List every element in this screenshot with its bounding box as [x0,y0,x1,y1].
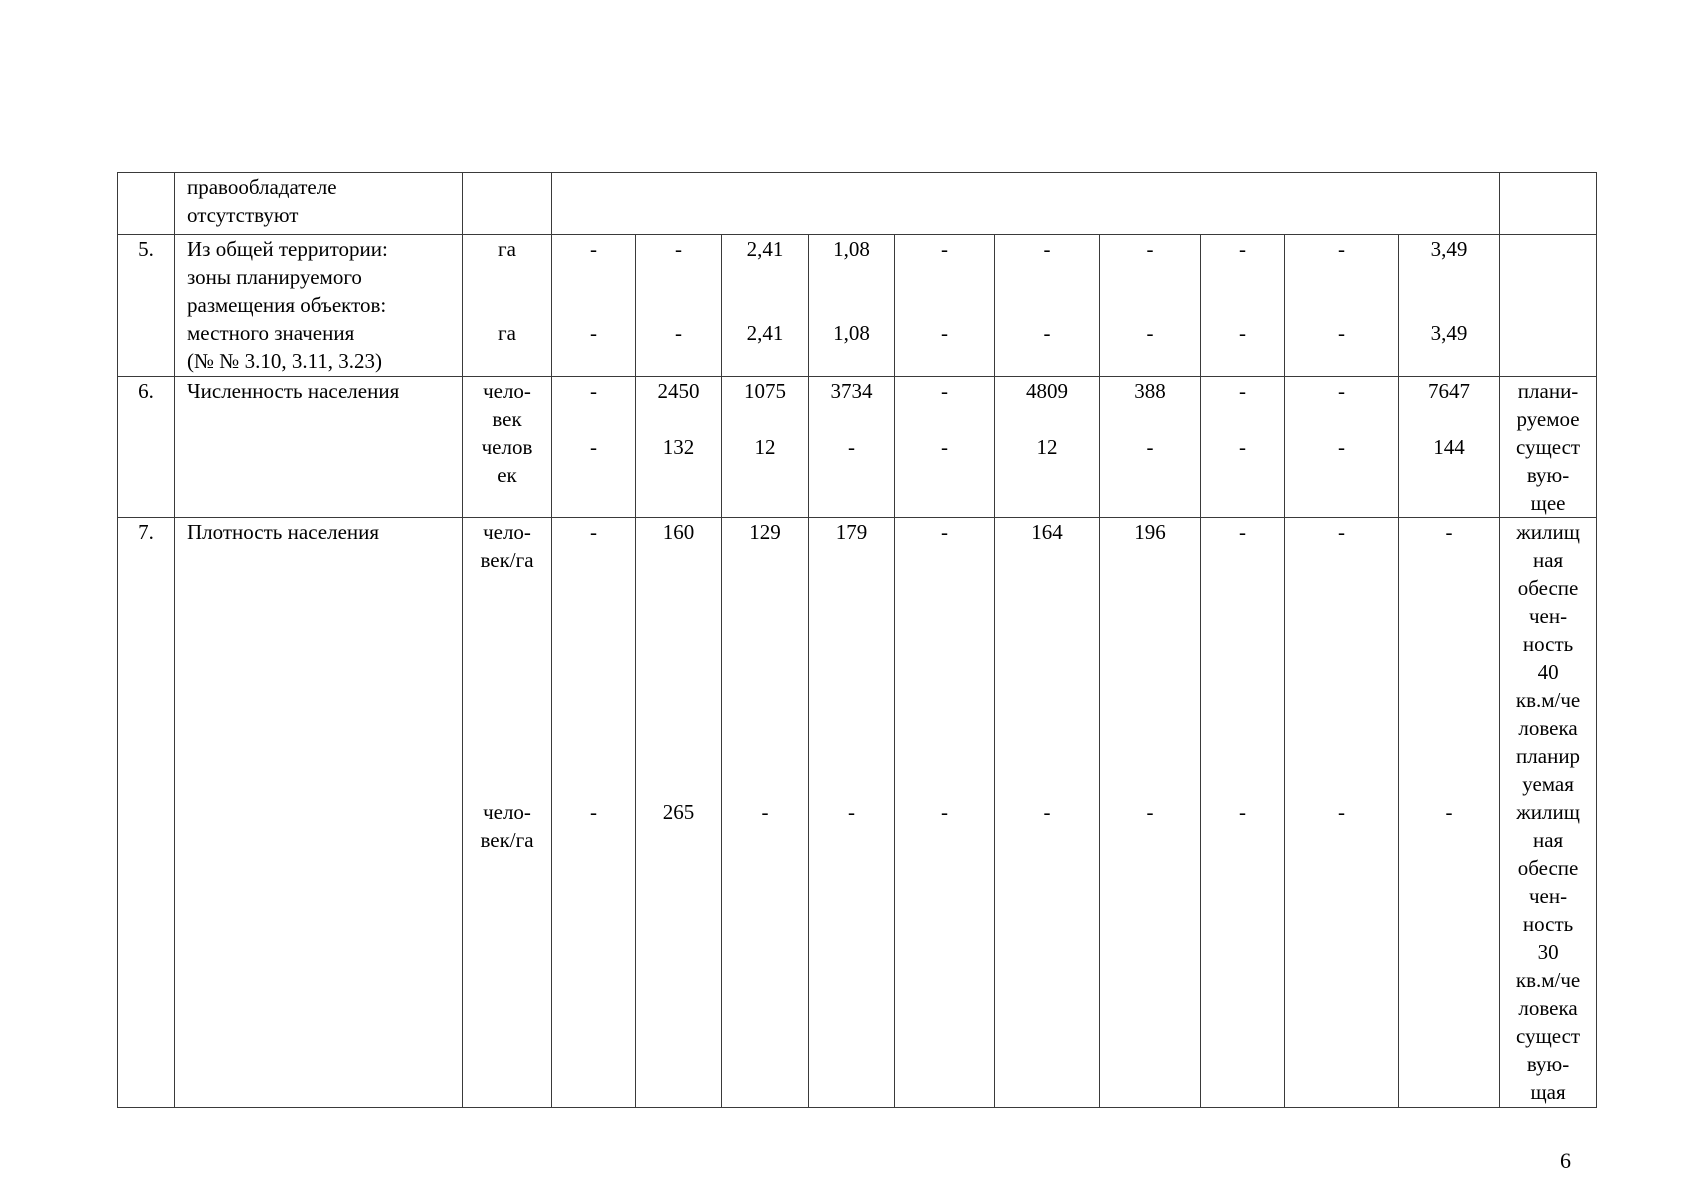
page-number: 6 [1560,1148,1571,1173]
value-cell [809,377,895,518]
value-cell [552,377,636,518]
cell-text-line: - [1146,237,1154,261]
cell-text-line: чен- [1529,604,1568,628]
cell-text-line: вую- [1526,1052,1570,1076]
cell-text-line: - [1239,237,1246,261]
cell-text-line: сущест [1516,1024,1581,1048]
value-cell [1285,377,1399,518]
cell-text-line: ек [497,463,517,487]
cell-text-line: ность [1522,912,1574,936]
row-number-cell [118,518,175,1108]
value-cell [895,377,995,518]
cell-text-line: 12 [1036,435,1058,459]
cell-text-line: - [1043,321,1051,345]
cell-text-line: жилищ [1516,800,1580,824]
value-cell [722,235,809,377]
value-cell [1100,235,1201,377]
value-cell [722,377,809,518]
cell-text-line: - [590,520,597,544]
cell-text-line: - [590,435,597,459]
cell-text-line: - [590,379,597,403]
cell-text-line: уемая [1522,772,1574,796]
cell-text-line: плани- [1517,379,1579,403]
cell-text-line: зоны планируемого [187,265,362,289]
cell-text-line: щая [1530,1080,1566,1104]
cell-text-line: - [590,321,597,345]
cell-text-line: - [1445,520,1453,544]
cell-text-line: - [675,237,682,261]
row-number-cell [118,377,175,518]
value-cell [1201,377,1285,518]
values-cell [552,173,1500,235]
value-cell [809,235,895,377]
value-cell [1285,518,1399,1108]
cell-text-line: 40 [1537,660,1559,684]
cell-text-line: 265 [662,800,695,824]
cell-text-line: 3,49 [1430,237,1468,261]
cell-text-line: 12 [754,435,776,459]
note-cell [1500,235,1597,377]
cell-text-line: планир [1516,744,1581,768]
cell-text-line: - [848,435,855,459]
value-cell [1201,518,1285,1108]
cell-text-line: обеспе [1517,576,1579,600]
cell-text-line: век/га [480,548,534,572]
note-cell [1500,173,1597,235]
cell-text-line: Из общей территории: [187,237,388,261]
cell-text-line: правообладателе [187,175,337,199]
unit-cell [463,235,552,377]
cell-text-line: чело- [483,800,531,824]
value-cell [636,377,722,518]
cell-text-line: 1,08 [833,321,870,345]
cell-text-line: - [675,321,682,345]
cell-text-line: - [1338,435,1345,459]
cell-text-line: га [498,237,516,261]
value-cell [895,235,995,377]
cell-text-line: чен- [1529,884,1568,908]
note-cell [1500,377,1597,518]
cell-text-line: - [1338,379,1345,403]
cell-text-line: кв.м/че [1515,968,1581,992]
cell-text-line: - [1338,237,1345,261]
note-cell [1500,518,1597,1108]
table-row [118,518,1597,1108]
cell-text-line: - [590,237,597,261]
cell-text-line: 7. [138,520,154,544]
cell-text-line: - [1146,321,1154,345]
value-cell [809,518,895,1108]
description-cell [175,377,463,518]
cell-text-line: - [590,800,597,824]
value-cell [636,518,722,1108]
description-cell [175,518,463,1108]
cell-text-line: 179 [835,520,868,544]
cell-text-line: 2,41 [746,237,784,261]
cell-text-line: - [761,800,769,824]
cell-text-line: - [941,379,948,403]
description-cell [175,235,463,377]
cell-text-line: - [1239,520,1246,544]
value-cell [722,518,809,1108]
cell-text-line: - [1338,321,1345,345]
value-cell [995,518,1100,1108]
table-row [118,235,1597,377]
value-cell [1285,235,1399,377]
cell-text-line: 196 [1134,520,1166,544]
cell-text-line: га [498,321,516,345]
value-cell [995,235,1100,377]
cell-text-line: 129 [749,520,781,544]
cell-text-line: обеспе [1517,856,1579,880]
value-cell [552,518,636,1108]
cell-text-line: - [941,321,948,345]
cell-text-line: 132 [662,435,695,459]
unit-cell [463,518,552,1108]
cell-text-line: - [1146,800,1154,824]
value-cell [895,518,995,1108]
description-cell [175,173,463,235]
cell-text-line: - [941,800,948,824]
cell-text-line: кв.м/че [1515,688,1581,712]
cell-text-line: Численность населения [187,379,400,403]
value-cell [1100,518,1201,1108]
cell-text-line: челов [481,435,533,459]
cell-text-line: 30 [1537,940,1559,964]
indicators-table [117,172,1597,1108]
cell-text-line: 2450 [657,379,700,403]
cell-text-line: руемое [1516,407,1580,431]
table-row [118,173,1597,235]
cell-text-line: - [1146,435,1154,459]
cell-text-line: 3,49 [1430,321,1468,345]
cell-text-line: размещения объектов: [187,293,387,317]
cell-text-line: ловека [1518,996,1578,1020]
cell-text-line: 164 [1031,520,1063,544]
cell-text-line: ная [1532,828,1564,852]
cell-text-line: сущест [1516,435,1581,459]
cell-text-line: 5. [138,237,154,261]
cell-text-line: - [941,237,948,261]
value-cell [1399,518,1500,1108]
cell-text-line: 6. [138,379,154,403]
cell-text-line: - [1445,800,1453,824]
cell-text-line: 160 [662,520,695,544]
cell-text-line: 4809 [1026,379,1068,403]
unit-cell [463,377,552,518]
cell-text-line: - [1043,237,1051,261]
unit-cell [463,173,552,235]
cell-text-line: - [848,800,855,824]
value-cell [1100,377,1201,518]
table-row [118,377,1597,518]
row-number-cell [118,235,175,377]
value-cell [995,377,1100,518]
value-cell [1399,235,1500,377]
cell-text-line: вую- [1526,463,1570,487]
cell-text-line: век [492,407,522,431]
cell-text-line: чело- [483,520,531,544]
cell-text-line: - [941,435,948,459]
value-cell [1399,377,1500,518]
value-cell [636,235,722,377]
cell-text-line: 1075 [744,379,786,403]
cell-text-line: Плотность населения [187,520,380,544]
cell-text-line: 7647 [1428,379,1471,403]
cell-text-line: (№ № 3.10, 3.11, 3.23) [187,349,383,373]
cell-text-line: 144 [1433,435,1465,459]
cell-text-line: - [1338,800,1345,824]
cell-text-line: век/га [480,828,534,852]
cell-text-line: - [1043,800,1051,824]
value-cell [1201,235,1285,377]
cell-text-line: 3734 [830,379,873,403]
cell-text-line: щее [1530,491,1566,515]
cell-text-line: 388 [1134,379,1166,403]
cell-text-line: - [1338,520,1345,544]
cell-text-line: ность [1522,632,1574,656]
value-cell [552,235,636,377]
cell-text-line: - [1239,435,1246,459]
cell-text-line: 1,08 [833,237,870,261]
cell-text-line: - [1239,379,1246,403]
cell-text-line: местного значения [187,321,355,345]
cell-text-line: - [1239,800,1246,824]
cell-text-line: отсутствуют [187,203,299,227]
cell-text-line: 2,41 [746,321,784,345]
cell-text-line: - [941,520,948,544]
cell-text-line: ная [1532,548,1564,572]
cell-text-line: жилищ [1516,520,1580,544]
cell-text-line: ловека [1518,716,1578,740]
cell-text-line: - [1239,321,1246,345]
cell-text-line: чело- [483,379,531,403]
row-number-cell [118,173,175,235]
